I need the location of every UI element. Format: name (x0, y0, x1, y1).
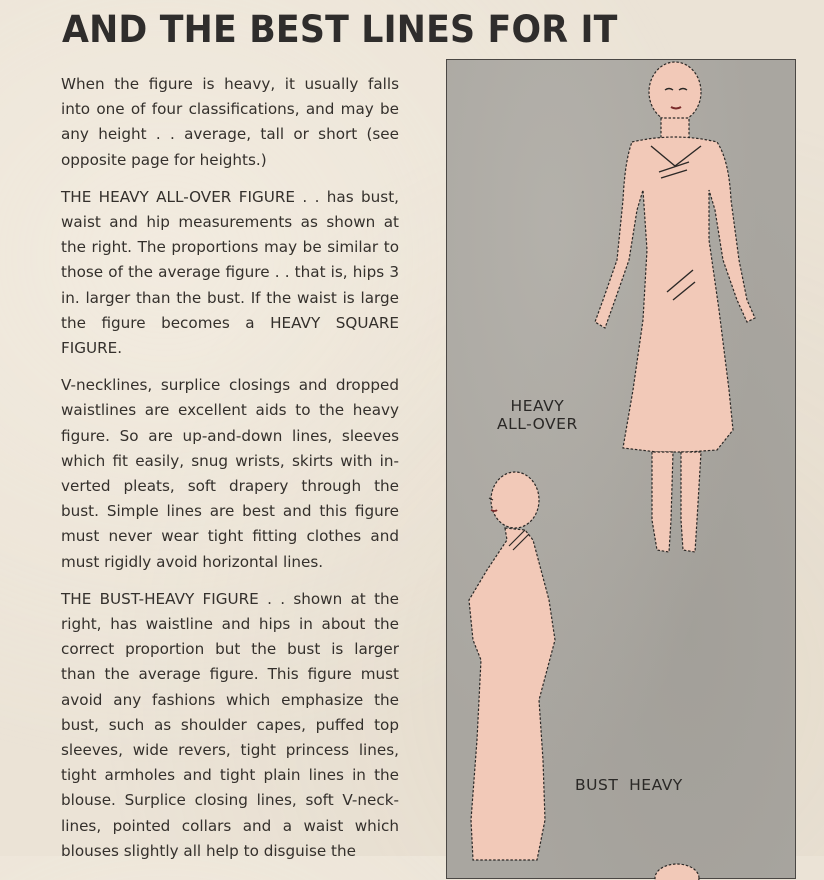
heavy-all-over-label (497, 397, 578, 433)
heavy-all-over-paragraph: THE HEAVY ALL-OVER FIGURE . . has bust, waist and hip measurements as shown at the right. The proportions may be similar to those of the average figure . . that is, hips 3 in. larger than the bust. If the waist is large the figure becomes a HEAVY SQUARE FIGURE. (61, 187, 399, 358)
figure-illustrations (447, 60, 797, 880)
heavy-all-over-figure-icon (595, 62, 755, 552)
page-title: AND THE BEST LINES FOR IT (62, 8, 618, 51)
partial-figure-head-icon (655, 864, 699, 880)
body-text-column (61, 72, 399, 876)
bust-heavy-label: BUST HEAVY (575, 776, 683, 794)
figure-illustration-panel (446, 59, 796, 879)
heavy-all-over-label-line2: ALL-OVER (497, 415, 578, 433)
bust-heavy-figure-icon (469, 472, 555, 860)
heavy-figure-advice-paragraph: V-necklines, surplice closings and dropped waistlines are excellent aids to the heavy figure. So are up-and-down lines, sleeves which fit easily, snug wrists, skirts with in-verted pleats, soft drapery through the bust. Simple lines are best and this figure must never wear tight fitting clothes and must rigidly avoid horizontal lines. (61, 376, 399, 571)
intro-paragraph: When the figure is heavy, it usually falls into one of four classifications, and may be any height . . average, tall or short (see opposite page for heights.) (61, 75, 399, 169)
bust-heavy-paragraph: THE BUST-HEAVY FIGURE . . shown at the right, has waistline and hips in about the correct proportion but the bust is larger than the average figure. This figure must avoid any fashions which emphasize the bust, such as shoulder capes, puffed top sleeves, wide revers, tight princess lines, tight armholes and tight plain lines in the blouse. Surplice closing lines, soft V-neck-lines, pointed collars and a waist which blouses slightly all help to disguise the (61, 589, 399, 860)
heavy-all-over-label-line1: HEAVY (510, 397, 565, 415)
